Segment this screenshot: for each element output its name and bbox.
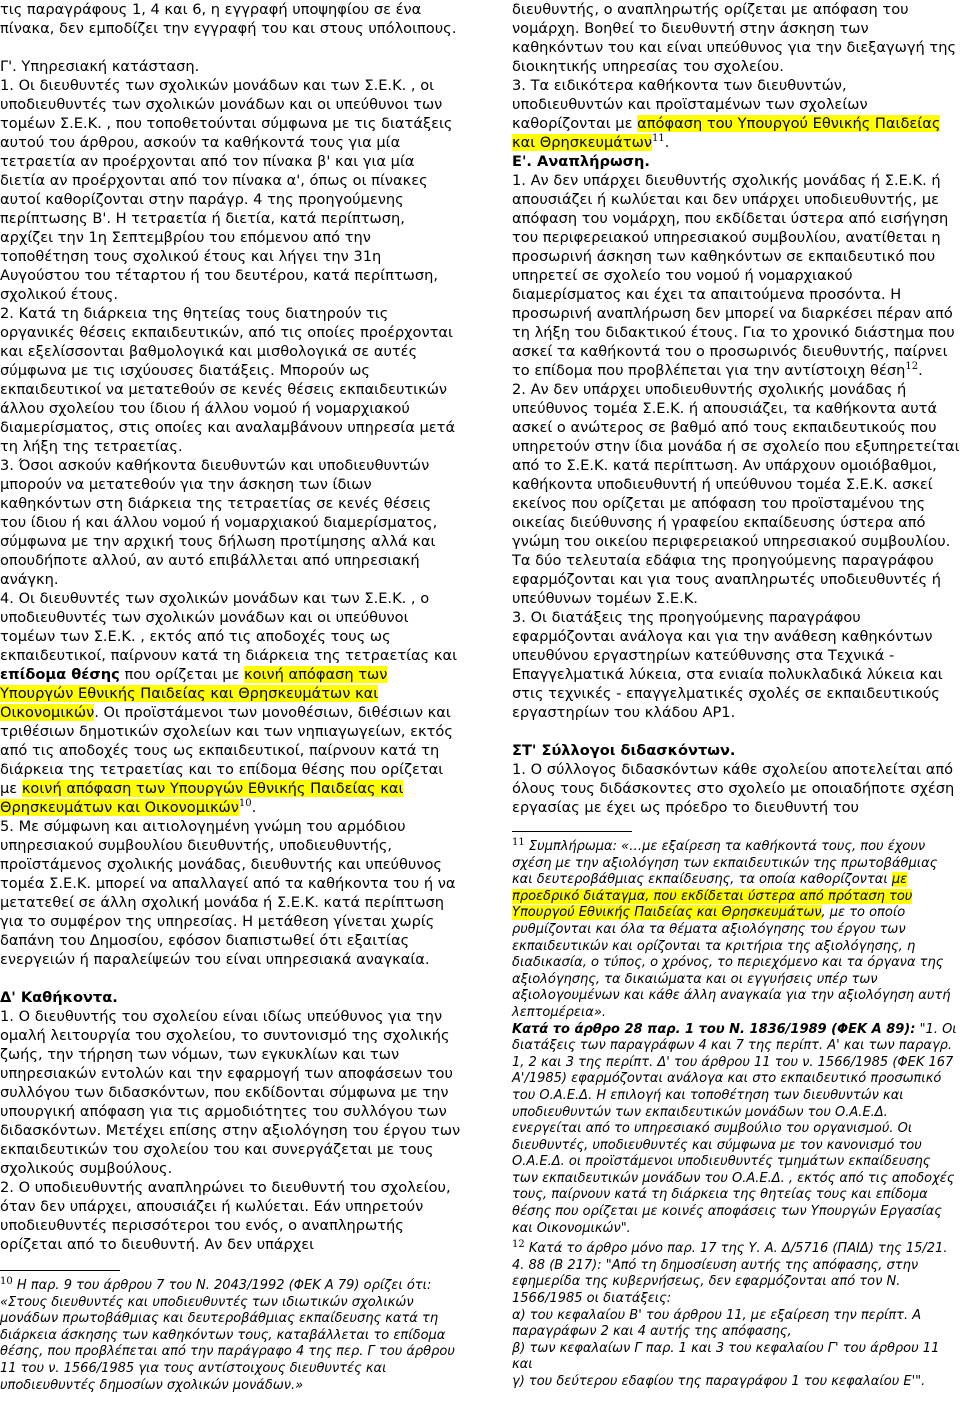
footnote-11-text-a: Συμπλήρωμα: «…με εξαίρεση τα καθήκοντά τους, που έχουν σχέση με την αξιολόγηση των εκπαιδευτικών της πρωτοβάθμιας και δευτεροβάθμιας εκπαίδευσης, τα οποία καθορίζονται [512,839,938,888]
r3-highlight: απόφαση του Υπουργού Εθνικής Παιδείας και Θρησκευμάτων [512,115,941,151]
paragraph-d2: 2. Ο υποδιευθυντής αναπληρώνει το διευθυντή του σχολείου, όταν δεν υπάρχει, απουσιάζει ή κωλύεται. Εάν υπηρετούν υποδιευθυντές περισσότεροι του ενός, ο αναπληρωτής ορίζεται από το διευθυντή. Αν δεν υπάρχει [0,1179,451,1253]
paragraph-g5: 5. Με σύμφωνη και αιτιολογημένη γνώμη του αρμόδιου υπηρεσιακού συμβουλίου διευθυντής, υποδιευθυντής, προϊστάμενος σχολικής μονάδας, διευθυντής και υπεύθυνος τομέα Σ.Ε.Κ. μπορεί να απαλλαγεί από τα καθήκοντα του ή να μετατεθεί σε άλλη σχολική μονάδα ή Σ.Ε.Κ. κατά περίπτωση για το συμφέρον της υπηρεσίας. Η μετάθεση γίνεται χωρίς δαπάνη του Δημοσίου, εφόσον διαπιστωθεί ότι εξαιτίας ενεργειών ή παραλείψεών του είναι υπηρεσιακά αναγκαία. [0,818,456,968]
footnote-11-text-b: , με το οποίο ρυθμίζονται και όλα τα θέματα αξιολόγησης του έργου των εκπαιδευτικών και ορίζονται τα κριτήρια της αξιολόγησης, η διαδικασία, ο τύπος, ο χρόνος, το περιεχόμενο και τα όργανα της αξιολόγησης, τα δικαιώματα και οι εγγυήσεις υπέρ των αξιολογουμένων και κάθε άλλη αναγκαία για την αξιολόγηση αυτή λεπτομέρεια». [512,905,951,1020]
paragraph-d1: 1. Ο διευθυντής του σχολείου είναι ιδίως υπεύθυνος για την ομαλή λειτουργία του σχολείου, το συντονισμό της σχολικής ζωής, την τήρηση των νόμων, των εγκυκλίων και των υπηρεσιακών εντολών και την εφαρμογή των αποφάσεων του συλλόγου των διδασκόντων, που εκδίδονται σύμφωνα με την υπουργική απόφαση για τις αρμοδιότητες του συλλόγου των διδασκόντων. Μετέχει επίσης στην αξιολόγηση του έργου των εκπαιδευτικών του σχολείου του και συνεργάζεται με τους σχολικούς συμβούλους. [0,1008,461,1177]
footnote-10-number: 10 [0,1276,13,1287]
intro-paragraph: τις παραγράφους 1, 4 και 6, η εγγραφή υποψηφίου σε ένα πίνακα, δεν εμποδίζει την εγγραφή του και στους υπόλοιπους. [0,1,457,37]
p4-bold: επίδομα θέσης [0,666,120,683]
paragraph-e2: 2. Αν δεν υπάρχει υποδιευθυντής σχολικής μονάδας ή υπεύθυνος τομέα Σ.Ε.Κ. ή απουσιάζει, τα καθήκοντα αυτά ασκεί ο ανώτερος σε βαθμό από τους εκπαιδευτικούς που υπηρετούν στην ίδια μονάδα ή σε σχολείο που εξυπηρετείται από το Σ.Ε.Κ. κατά περίπτωση. Αν υπάρχουν ομοιόβαθμοι, καθήκοντα υποδιευθυντή ή υπεύθυνου τομέα Σ.Ε.Κ. ασκεί εκείνος που ορίζεται με απόφαση του προϊσταμένου της οικείας διεύθυνσης ή γραφείου εκπαίδευσης ύστερα από γνώμη του οικείου περιφερειακού υπηρεσιακού συμβουλίου. [512,381,960,550]
p4-text-c: . Οι προϊστάμενοι των μονοθέσιων, διθέσιων και τριθέσιων δημοτικών σχολείων και των νηπιαγωγείων, εκτός από τις αποδοχές τους ως εκπαιδευτικοί, παίρνουν κατά τη διάρκεια της τετραετίας και το επίδομα θέσης που ορίζεται με [0,704,453,797]
footnote-divider [0,1270,120,1271]
paragraph-st1: 1. Ο σύλλογος διδασκόντων κάθε σχολείου αποτελείται από όλους τους διδάσκοντες στο σχολείο με οποιαδήποτε σχέση εργασίας με έχει ως πρόεδρο το διευθυντή του [512,761,955,816]
section-st-heading: ΣΤ' Σύλλογοι διδασκόντων. [512,742,736,759]
footnote-12 [512,1237,960,1307]
footnote-12-number: 12 [512,1239,525,1251]
p4-text-a: 4. Οι διευθυντές των σχολικών μονάδων και των Σ.Ε.Κ. , ο υποδιευθυντές των σχολικών μονάδων και οι υπεύθυνοι τομέων των Σ.Ε.Κ. , εκτός από τις αποδοχές τους ως εκπαιδευτικοί, παίρνουν κατά τη διάρκεια της τετραετίας και [0,590,458,664]
left-column [0,0,462,1394]
paragraph-e2b: Τα δύο τελευταία εδάφια της προηγούμενης παραγράφου εφαρμόζονται και για τους αναπληρωτές υποδιευθυντές ή υπεύθυνων τομέων Σ.Ε.Κ. [512,552,942,607]
paragraph-g4 [0,589,462,817]
p4-end: . [251,799,257,816]
section-d-heading: Δ' Καθήκοντα. [0,989,118,1006]
footnote-12-item-b: β) των κεφαλαίων Γ παρ. 1 και 3 του κεφαλαίου Γ' του άρθρου 11 και [512,1340,940,1373]
e1-end: . [918,362,923,379]
footnote-11-article [512,1022,960,1238]
footnote-11-number: 11 [512,837,525,848]
paragraph-g1: 1. Οι διευθυντές των σχολικών μονάδων και των Σ.Ε.Κ. , οι υποδιευθυντές των σχολικών μονάδων και οι υπεύθυνοι των τομέων Σ.Ε.Κ. , που τοποθετούνται σύμφωνα με τις διατάξεις αυτού του άρθρου, ασκούν τα καθήκοντά τους για μία τετραετία αν προέρχονται από τον πίνακα β' και για μία διετία αν προέρχονται από τον πίνακα α', όπως οι πίνακες αυτοί καθορίζονται στην παράγρ. 4 της προηγούμενης περίπτωσης Β'. Η τετραετία ή διετία, κατά περίπτωση, αρχίζει την 1η Σεπτεμβρίου του επόμενου από την τοποθέτηση τους σχολικού έτους και λήγει την 31η Αυγούστου του τέταρτου ή του δευτέρου, κατά περίπτωση, σχολικού έτους. [0,77,453,303]
footnote-11 [512,835,960,1022]
p4-highlight-1: κοινή απόφαση των Υπουργών Εθνικής Παιδείας και Θρησκευμάτων και Οικονομικών [0,666,388,721]
p4-highlight-2: κοινή απόφαση των Υπουργών Εθνικής Παιδείας και Θρησκευμάτων και Οικονομικών [0,780,404,816]
paragraph-g3: 3. Όσοι ασκούν καθήκοντα διευθυντών και υποδιευθυντών μπορούν να μετατεθούν για την άσκηση των ίδιων καθηκόντων στη διάρκεια της τετραετίας σε κενές θέσεις του ίδιου ή και άλλου νομού ή νομαρχιακού διαμερίσματος, σύμφωνα με την αρχική τους δήλωση προτίμησης αλλά και οπουδήποτε αλλού, αν αυτό επιβάλλεται από υπηρεσιακή ανάγκη. [0,457,438,588]
r3-text: 3. Τα ειδικότερα καθήκοντα των διευθυντών, υποδιευθυντών και προϊσταμένων των σχολείων καθορίζονται με [512,77,868,132]
footnote-11-highlight: με προεδρικό διάταγμα, που εκδίδεται ύστερα από πρόταση του Υπουργού Εθνικής Παιδείας και Θρησκευμάτων [512,872,913,921]
footnote-12-item-a: α) του κεφαλαίου Β' του άρθρου 11, με εξαίρεση την περίπτ. Α παραγράφων 2 και 4 αυτής της απόφασης, [512,1307,922,1340]
footnote-12-item-c: γ) του δεύτερου εδαφίου της παραγράφου 1 του κεφαλαίου Ε'". [512,1374,926,1389]
paragraph-r1: διευθυντής, ο αναπληρωτής ορίζεται με απόφαση του νομάρχη. Βοηθεί το διευθυντή στην άσκηση των καθηκόντων του και είναι υπεύθυνος για την διεξαγωγή της διοικητικής υπηρεσίας του σχολείου. [512,1,957,75]
footnote-divider-right [512,831,632,832]
footnote-12-text: Κατά το άρθρο μόνο παρ. 17 της Υ. Α. Δ/5716 (ΠΑΙΔ) της 15/21. 4. 88 (Β 217): "Από τη δημοσίευση αυτής της απόφασης, στην εφημερίδα της κυβερνήσεως, δεν εφαρμόζονται από τον Ν. 1566/1985 οι διατάξεις: [512,1241,948,1307]
r3-end: . [664,134,670,151]
paragraph-r3 [512,76,960,152]
paragraph-e1 [512,171,960,380]
e1-text: 1. Αν δεν υπάρχει διευθυντής σχολικής μονάδας ή Σ.Ε.Κ. ή απουσιάζει ή κωλύεται και δεν υπάρχει υποδιευθυντής, με απόφαση του νομάρχη, που εκδίδεται ύστερα από εισήγηση του περιφερειακού υπηρεσιακού συμβουλίου, ανατίθεται η προσωρινή άσκηση των καθηκόντων σε εκπαιδευτικό που υπηρετεί σε σχολείο του νομού ή νομαρχιακού διαμερίσματος και έχει τα απαιτούμενα προσόντα. Η προσωρινή αναπλήρωση δεν μπορεί να διαρκέσει πέραν από τη λήξη του διδακτικού έτους. Για το χρονικό διάστημα που ασκεί τα καθήκοντά του ο προσωρινός διευθυντής, παίρνει το επίδομα που προβλέπεται για την αντίστοιχη θέση [512,172,955,379]
footnote-ref-12[interactable]: 12 [905,361,919,372]
right-column [512,0,960,1391]
footnote-10 [0,1274,462,1394]
footnote-10-text: Η παρ. 9 του άρθρου 7 του Ν. 2043/1992 (ΦΕΚ Α 79) ορίζει ότι: «Στους διευθυντές και υποδιευθυντές των ιδιωτικών σχολικών μονάδων πρωτοβάθμιας και δευτεροβάθμιας εκπαίδευσης κατά τη διάρκεια άσκησης των καθηκόντων τους, καταβάλλεται το επίδομα θέσης, που προβλέπεται από την παράγραφο 4 της περ. Γ του άρθρου 11 του ν. 1566/1985 για τους αντίστοιχους διευθυντές και υποδιευθυντές δημοσίων σχολικών μονάδων.» [0,1278,455,1393]
section-g-heading: Γ'. Υπηρεσιακή κατάσταση. [0,58,200,75]
footnote-11-bold: Κατά το άρθρο 28 παρ. 1 του Ν. 1836/1989 (ΦΕΚ Α 89): [512,1021,916,1037]
section-e-heading: Ε'. Αναπλήρωση. [512,153,650,170]
footnote-11-text-c: "1. Οι διατάξεις των παραγράφων 4 και 7 της περίπτ. Α' και των παραγρ. 1, 2 και 3 της περίπτ. Δ' του άρθρου 11 του ν. 1566/1985 (ΦΕΚ 167 Α'/1985) εφαρμόζονται ανάλογα και στο εκπαιδευτικό προσωπικό του Ο.Α.Ε.Δ. Η επιλογή και τοποθέτηση των διευθυντών και υποδιευθυντών των εκπαιδευτικών μονάδων του Ο.Α.Ε.Δ. ενεργείται από το υπηρεσιακό συμβούλιο του οργανισμού. Οι διευθυντές, υποδιευθυντές και σύμφωνα με τον κανονισμό του Ο.Α.Ε.Δ. οι προϊστάμενοι υποδιευθυντές τμημάτων εκπαίδευσης των εκπαιδευτικών μονάδων του Ο.Α.Ε.Δ. , εκτός από τις αποδοχές τους, παίρνουν κατά τη διάρκεια της θητείας τους και επίδομα θέσης που ορίζεται με κοινές αποφάσεις των Υπουργών Εργασίας και Οικονομικών". [512,1021,957,1236]
footnote-ref-11[interactable]: 11 [652,133,665,144]
p4-text-b: που ορίζεται με [124,666,240,683]
footnote-ref-10[interactable]: 10 [238,798,252,809]
paragraph-e3: 3. Οι διατάξεις της προηγούμενης παραγράφου εφαρμόζονται ανάλογα και για την ανάθεση καθηκόντων υπευθύνου εργαστηρίων κατεύθυνσης στα Τεχνικά - Επαγγελματικά λύκεια, στα ενιαία πολυκλαδικά λύκεια και στις τεχνικές - επαγγελματικές σχολές σε εκπαιδευτικούς εργαστηρίων του κλάδου ΑΡ1. [512,609,943,721]
paragraph-g2: 2. Κατά τη διάρκεια της θητείας τους διατηρούν τις οργανικές θέσεις εκπαιδευτικών, από τις οποίες προέρχονται και εξελίσσονται βαθμολογικά και μισθολογικά σε αυτές σύμφωνα με τις ισχύουσες διατάξεις. Μπορούν ως εκπαιδευτικοί να μετατεθούν σε κενές θέσεις εκπαιδευτικών άλλου σχολείου του ίδιου ή άλλου νομού ή νομαρχιακού διαμερίσματος, στις οποίες και αναλαμβάνουν υπηρεσία μετά τη λήξη της τετραετίας. [0,305,456,455]
